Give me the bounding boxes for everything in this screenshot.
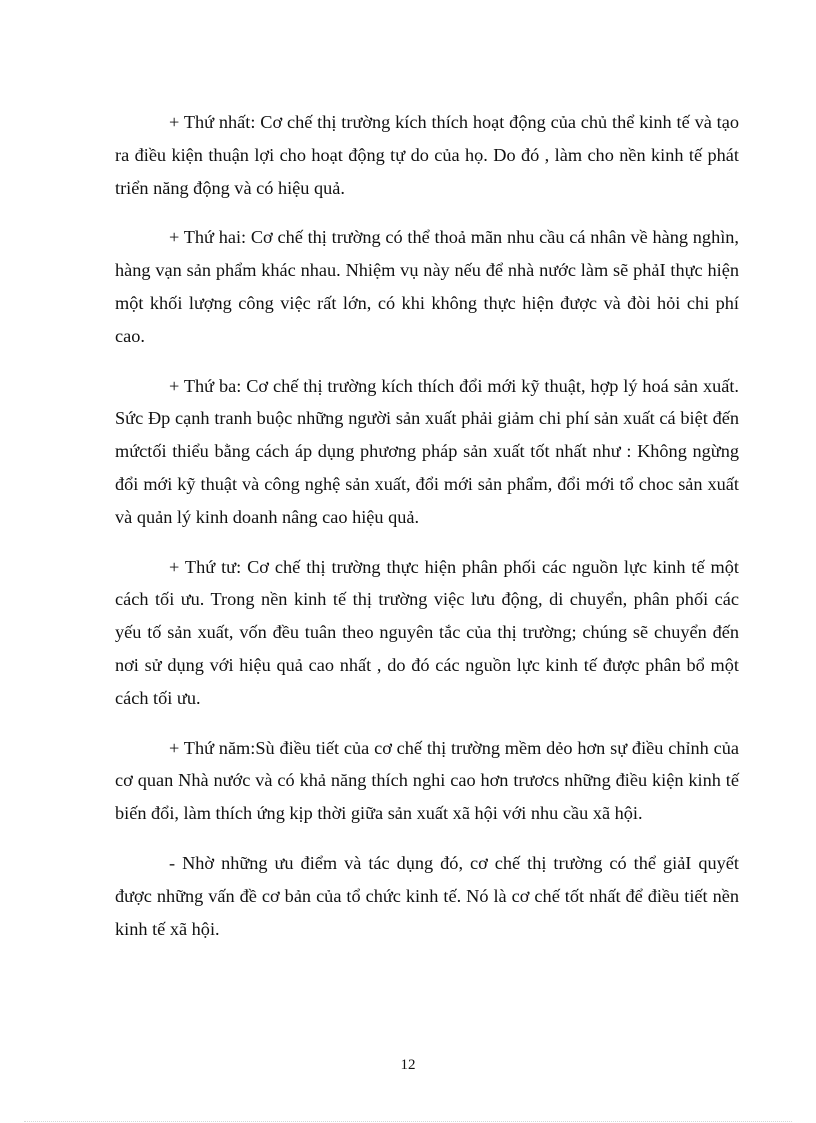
paragraph-thu-nhat: + Thứ nhất: Cơ chế thị trường kích thích hoạt động của chủ thể kinh tế và tạo ra điều kiện thuận lợi cho hoạt động tự do của họ. Do đó , làm cho nền kinh tế phát triển năng động và có hiệu quả.: [115, 112, 739, 198]
document-body: [115, 106, 739, 945]
paragraph-thu-tu: + Thứ tư: Cơ chế thị trường thực hiện phân phối các nguồn lực kinh tế một cách tối ưu. Trong nền kinh tế thị trường việc lưu động, di chuyển, phân phối các yếu tố sản xuất, vốn đều tuân theo nguyên tắc của thị trường; chúng sẽ chuyển đến nơi sử dụng với hiệu quả cao nhất , do đó các nguồn lực kinh tế được phân bổ một cách tối ưu.: [115, 556, 739, 708]
paragraph-conclusion: - Nhờ những ưu điểm và tác dụng đó, cơ chế thị trường có thể giảI quyết được những vấn đề cơ bản của tổ chức kinh tế. Nó là cơ chế tốt nhất để điều tiết nền kinh tế xã hội.: [115, 852, 739, 939]
paragraph-thu-nam: + Thứ năm:Sù điều tiết của cơ chế thị trường mềm dẻo hơn sự điều chỉnh của cơ quan Nhà nước và có khả năng thích nghi cao hơn trươcs những điều kiện kinh tế biến đổi, làm thích ứng kịp thời giữa sản xuất xã hội với nhu cầu xã hội.: [115, 737, 739, 824]
paragraph-thu-hai: + Thứ hai: Cơ chế thị trường có thể thoả mãn nhu cầu cá nhân về hàng nghìn, hàng vạn sản phẩm khác nhau. Nhiệm vụ này nếu để nhà nước làm sẽ phảI thực hiện một khối lượng công việc rất lớn, có khi không thực hiện được và đòi hỏi chi phí cao.: [115, 227, 739, 346]
paragraph-thu-ba: + Thứ ba: Cơ chế thị trường kích thích đổi mới kỹ thuật, hợp lý hoá sản xuất. Sức Đp cạnh tranh buộc những người sản xuất phải giảm chi phí sản xuất cá biệt đến mứctối thiểu bằng cách áp dụng phương pháp sản xuất tốt nhất như : Không ngừng đổi mới kỹ thuật và công nghệ sản xuất, đổi mới sản phẩm, đổi mới tổ choc sản xuất và quản lý kinh doanh nâng cao hiệu quả.: [115, 375, 739, 527]
footer-divider: [24, 1121, 792, 1122]
page-number: 12: [400, 1057, 416, 1073]
